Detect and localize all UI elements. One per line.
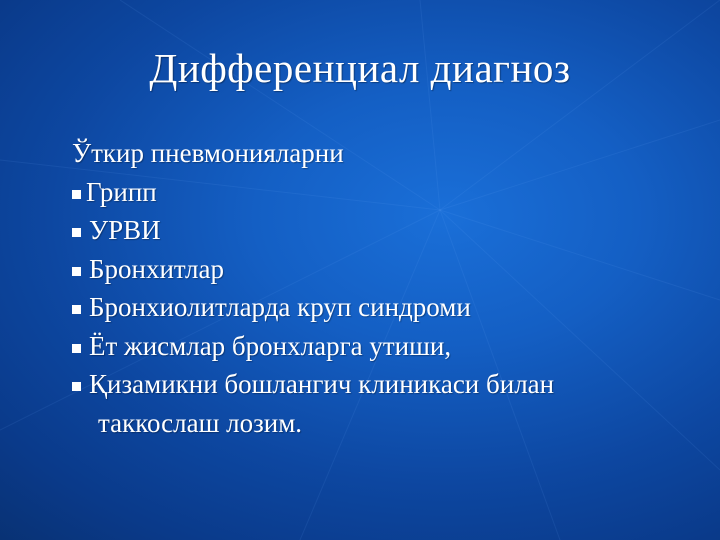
bullet-item	[72, 327, 702, 366]
bullet-text: Грипп	[86, 176, 157, 207]
bullet-item	[72, 250, 702, 289]
bullet-item	[72, 211, 702, 250]
slide-body	[72, 134, 702, 442]
bullet-item	[72, 365, 702, 404]
square-bullet-icon	[72, 228, 81, 237]
square-bullet-icon	[72, 344, 81, 353]
square-bullet-icon	[72, 267, 81, 276]
bullet-item	[72, 288, 702, 327]
square-bullet-icon	[72, 382, 81, 391]
slide-title: Дифференциал диагноз	[149, 45, 571, 91]
bullet-text: Бронхитлар	[89, 253, 224, 284]
bullet-text: Бронхиолитларда круп синдроми	[89, 292, 471, 322]
bullet-text: Қизамикни бошлангич клиникаси билан	[89, 369, 555, 399]
bullet-item	[72, 173, 702, 212]
bullet-text: Ёт жисмлар бронхларга утиши,	[89, 330, 452, 361]
square-bullet-icon	[72, 190, 81, 199]
continuation-line: таккослаш лозим.	[98, 407, 303, 438]
intro-line: Ўткир пневмонияларни	[72, 138, 344, 168]
square-bullet-icon	[72, 305, 81, 314]
bullet-text: УРВИ	[89, 215, 161, 245]
